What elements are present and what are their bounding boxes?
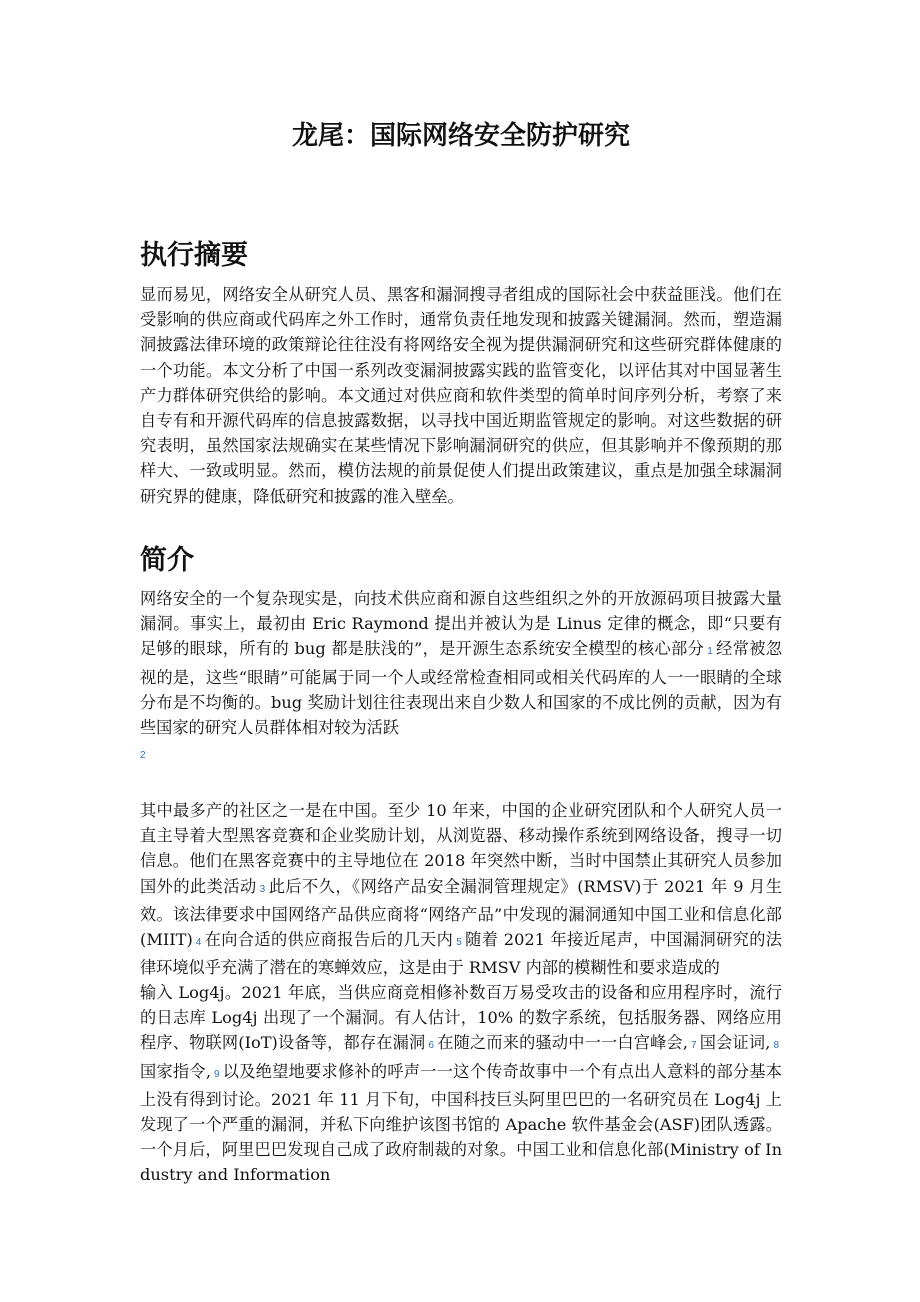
footnote-ref-8[interactable]: 8	[773, 1040, 779, 1052]
footnote-ref-6[interactable]: 6	[428, 1040, 434, 1052]
paragraph-text: 在向合适的供应商报告后的几天内	[204, 930, 454, 950]
paragraph-text: 其中最多产的社区之一是在中国。至少 10 年来，中国的企业研究团队和个人研究人员一直主导着大型黑客竞赛和企业奖励计划，从浏览器、移动操作系统到网络设备，搜寻一切信息。他们在黑客竞赛中的主导地位在 2018 年突然中断，当时中国禁止其研究人员参加国外的此类活动	[140, 801, 782, 896]
paragraph-text: 国家指令,	[140, 1061, 211, 1081]
footnote-ref-7[interactable]: 7	[691, 1040, 697, 1052]
footnote-ref-3[interactable]: 3	[259, 883, 266, 895]
footnote-ref-9[interactable]: 9	[213, 1068, 220, 1080]
paragraph-text: 在随之而来的骚动中一一白宫峰会,	[437, 1033, 689, 1053]
section-heading-executive-summary: 执行摘要	[140, 240, 248, 271]
introduction-paragraph-3	[140, 980, 782, 1188]
paragraph-text: 此后不久，《网络产品安全漏洞管理规定》(RMSV)于 2021 年 9 月生效。该法律要求中国网络产品供应商将“网络产品”中发现的漏洞通知中国工业和信息化部(MIIT)	[140, 876, 783, 950]
paragraph-text: 国会证词,	[699, 1033, 771, 1053]
paragraph-text: 以及绝望地要求修补的呼声一一这个传奇故事中一个有点出人意料的部分基本上没有得到讨论。2021 年 11 月下旬，中国科技巨头阿里巴巴的一名研究员在 Log4j 上发现了一个严重的漏洞，并私下向维护该图书馆的 Apache 软件基金会(ASF)团队透露。一个月后，阿里巴巴发现自己成了政府制裁的对象。中国工业和信息化部(Ministry of Industry and Information	[140, 1061, 782, 1185]
executive-summary-paragraph: 显而易见，网络安全从研究人员、黑客和漏洞搜寻者组成的国际社会中获益匪浅。他们在受影响的供应商或代码库之外工作时，通常负责任地发现和披露关键漏洞。然而，塑造漏洞披露法律环境的政策辩论往往没有将网络安全视为提供漏洞研究和这些研究群体健康的一个功能。本文分析了中国一系列改变漏洞披露实践的监管变化，以评估其对中国显著生产力群体研究供给的影响。本文通过对供应商和软件类型的简单时间序列分析，考察了来自专有和开源代码库的信息披露数据，以寻找中国近期监管规定的影响。对这些数据的研究表明，虽然国家法规确实在某些情况下影响漏洞研究的供应，但其影响并不像预期的那样大、一致或明显。然而，模仿法规的前景促使人们提出政策建议，重点是加强全球漏洞研究界的健康，降低研究和披露的准入壁垒。	[140, 285, 782, 506]
paragraph-text: 经常被忽视的是，这些“眼睛”可能属于同一个人或经常检查相同或相关代码库的人一一眼睛的全球分布是不均衡的。bug 奖励计划往往表现出来自少数人和国家的不成比例的贡献，因为有些国家的研究人员群体相对较为活跃	[140, 639, 783, 738]
footnote-ref-2[interactable]: 2	[140, 750, 146, 762]
paragraph-text: 输入 Log4j。2021 年底，当供应商竞相修补数百万易受攻击的设备和应用程序时，流行的日志库 Log4j 出现了一个漏洞。有人估计，10% 的数字系统，包括服务器、网络应用程序、物联网(IoT)设备等，都存在漏洞	[140, 983, 782, 1053]
introduction-paragraph-1	[140, 586, 782, 768]
section-heading-introduction: 简介	[140, 545, 194, 576]
footnote-ref-1[interactable]: 1	[707, 646, 713, 658]
introduction-paragraph-2	[140, 798, 782, 980]
paragraph-text: 网络安全的一个复杂现实是，向技术供应商和源自这些组织之外的开放源码项目披露大量漏洞。事实上，最初由 Eric Raymond 提出并被认为是 Linus 定律的概念，即“只要有足够的眼球，所有的 bug 都是肤浅的”，是开源生态系统安全模型的核心部分	[140, 589, 782, 659]
paragraph-text: 随着 2021 年接近尾声，中国漏洞研究的法律环境似乎充满了潜在的寒蝉效应，这是由于 RMSV 内部的模糊性和要求造成的	[140, 930, 782, 978]
footnote-ref-5[interactable]: 5	[456, 937, 462, 949]
footnote-ref-4[interactable]: 4	[195, 937, 202, 949]
document-title: 龙尾：国际网络安全防护研究	[291, 121, 630, 151]
